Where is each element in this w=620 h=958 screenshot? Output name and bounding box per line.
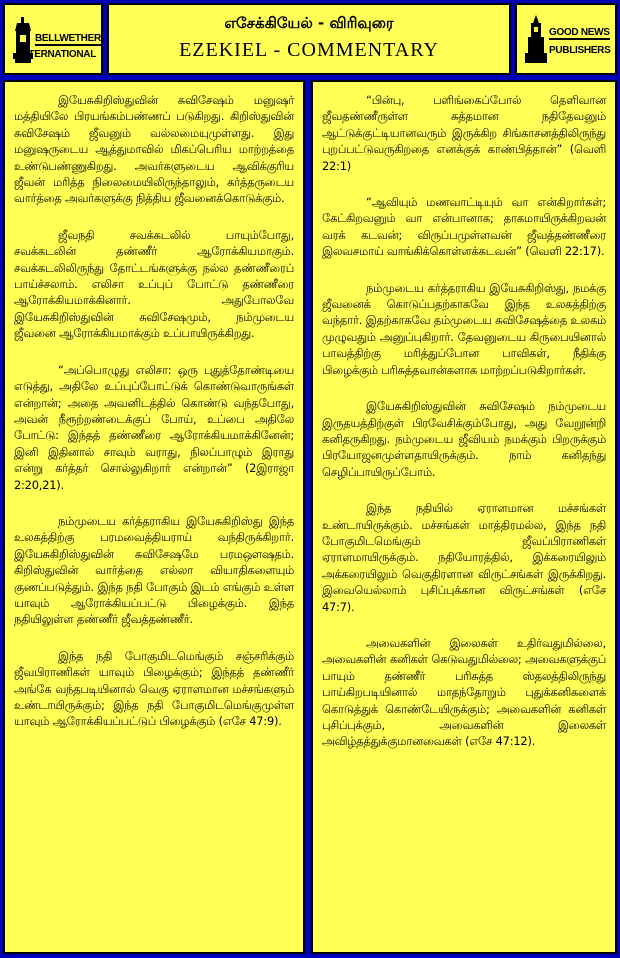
left-paragraph-5: இந்த நதி போகுமிடமெங்கும் சஞ்சரிக்கும் ஜீவபிராணிகள் யாவும் பிழைக்கும்; இந்தத் தண்ணீர் அங்கே வந்தபடியினால் வெகு ஏராளமான மச்சங்களும் உண்டாயிருக்கும்; இந்த நதி போகுமிடமெங்குமுள்ள யாவும் ஆரோக்கியப்பட்டுப் பிழைக்கும் (எசே 47:9). (14, 648, 294, 729)
logo-left-line2: INTERNATIONAL (19, 49, 97, 60)
right-paragraph-2: “ஆவியும் மணவாட்டியும் வா என்கிறார்கள்; கேட்கிறவனும் வா என்பானாக; தாகமாயிருக்கிறவன் வரக் கடவன்; விருப்பமுள்ளவன் ஜீவத்தண்ணீரை இலவசமாய் வாங்கிக்கொள்ளக்கடவன்” (வெளி 22:17). (322, 195, 606, 259)
left-paragraph-4: நம்முடைய கர்த்தராகிய இயேசுகிறிஸ்து இந்த உலகத்திற்கு பரமவைத்தியராய் வந்திருக்கிறார். இயேசுகிறிஸ்துவின் சுவிசேஷமே பரமஔஷதம். கிறிஸ்துவின் வார்த்தை எல்லா வியாதிகளையும் குணப்படுத்தும். இந்த நதி போகும் இடம் எங்கும் உள்ள யாவும் ஆரோக்கியப்பட்டு பிழைக்கும். இந்த நதியிலுள்ள தண்ணீர் ஜீவத்தண்ணீர். (14, 513, 294, 627)
logo-right-line2: PUBLISHERS (549, 45, 611, 56)
title-english: EZEKIEL - COMMENTARY (179, 39, 439, 61)
left-column (3, 80, 305, 954)
good-news-logo (515, 3, 617, 75)
logo-left-line1: BELLWETHER (35, 33, 101, 44)
right-paragraph-4: இயேசுகிறிஸ்துவின் சுவிசேஷம் நம்முடைய இருதயத்திற்குள் பிரவேசிக்கும்போது, அது வேறூன்றி கனிதருகிறது. நம்முடைய ஜீவியம் நமக்கும் பிறருக்கும் பிரயோஜனமுள்ளதாயிருக்கும். நாம் கனிதந்து செழிப்பாயிருப்போம். (322, 399, 606, 479)
left-paragraph-1: இயேசுகிறிஸ்துவின் சுவிசேஷம் மனுஷர் மத்தியிலே பிரயங்கம்பண்ணப் படுகிறது. கிறிஸ்துவின் சுவிசேஷம் ஜீவனும் வல்லமையுமுள்ளது. இது மனுஷருடைய ஆத்துமாவில் மிகப்பெரிய மாற்றத்தை உண்டுபண்ணுகிறது. அவர்களுடைய ஆவிக்குரிய ஜீவன் மரித்த நிலைமையிலிருந்தாலும், கர்த்தருடைய வார்த்தை அவர்களுக்கு நித்திய ஜீவனைக்கொடுக்கும். (14, 93, 294, 206)
right-paragraph-1: “பின்பு, பளிங்கைப்போல் தெளிவான ஜீவதண்ணீருள்ள சுத்தமான நதிதேவனும் ஆட்டுக்குட்டியானவரும் இருக்கிற சிங்காசனத்திலிருந்து புறப்பட்டுவருகிறதை எனக்குக் காண்பித்தான்” (வெளி 22:1) (322, 93, 606, 173)
left-paragraph-3: “அப்பொழுது எலிசா: ஒரு புதுத்தோண்டியை எடுத்து, அதிலே உப்புப்போட்டுக் கொண்டுவாருங்கள் என்றான்; அதை அவனிடத்தில் கொண்டு வந்தபோது, அவன் நீரூற்றண்டைக்குப் போய், உப்பை அதிலே போட்டு: இந்தத் தண்ணீரை ஆரோக்கியமாக்கினேன்; இனி இதினால் சாவும் வராது, நிலப்பாழும் இராது என்று கர்த்தர் சொல்லுகிறார் என்றான்” (2இராஜா 2:20,21). (14, 362, 294, 492)
left-paragraph-2: ஜீவநதி சவக்கடலில் பாயும்போது, சவக்கடலின் தண்ணீர் ஆரோக்கியமாகும். சவக்கடலிலிருந்து தோட்டங்களுக்கு நல்ல தண்ணீரைப் பாய்ச்சலாம். எலிசா உப்புப் போட்டு தண்ணீரை ஆரோக்கியமாக்கினார். அதுபோலவே இயேசுகிறிஸ்துவின் சுவிசேஷமும், நம்முடைய ஜீவனை ஆரோக்கியமாக்கும் உப்பாயிருக்கிறது. (14, 227, 294, 341)
right-paragraph-3: நம்முடைய கர்த்தராகிய இயேசுகிறிஸ்து, நமக்கு ஜீவனைக் கொடுப்பதற்காகவே இந்த உலகத்திற்கு வந்தார். இதற்காகவே தம்முடைய சுவிசேஷத்தை உலகம் முழுவதும் அனுப்புகிறார். தேவனுடைய கிருபையினால் பாவத்திற்கு மரித்துப்போன பாவிகள், நீதிக்கு பிழைக்கும் பரிசுத்தவான்களாக மாற்றப்படுகிறார்கள். (322, 280, 606, 377)
right-paragraph-6: அவைகளின் இலைகள் உதிர்வதுமில்லை, அவைகளின் கனிகள் கெடுவதுமில்லை; அவைகளுக்குப் பாயும் தண்ணீர் பரிசுத்த ஸ்தலத்திலிருந்து பாய்கிறபடியினால் மாதந்தோறும் புதுக்கனிகளைக் கொடுத்துக் கொண்டேயிருக்கும்; அவைகளின் கனிகள் புசிப்புக்கும், அவைகளின் இலைகள் அவிழ்தத்துக்குமானவைகள் (எசே 47:12). (322, 635, 606, 749)
right-column (311, 80, 617, 954)
logo-right-line1: GOOD NEWS (549, 27, 610, 38)
bellwether-logo (3, 3, 103, 75)
tower-icon (525, 15, 547, 63)
title-tamil: எசேக்கியேல் - விரிவுரை (224, 14, 394, 32)
title-banner (107, 3, 511, 75)
right-paragraph-5: இந்த நதியில் ஏராளமான மச்சங்கள் உண்டாயிருக்கும். மச்சங்கள் மாத்திரமல்ல, இந்த நதி போகுமிடமெங்கும் ஜீவப்பிராணிகள் ஏராளமாயிருக்கும். நதியோரத்தில், இக்கரையிலும் அக்கரையிலும் வெகுதிரளான விருட்சங்கள் இருக்கிறது. இவையெல்லாம் புசிப்புக்கான விருட்சங்கள் (எசே 47:7). (322, 501, 606, 614)
